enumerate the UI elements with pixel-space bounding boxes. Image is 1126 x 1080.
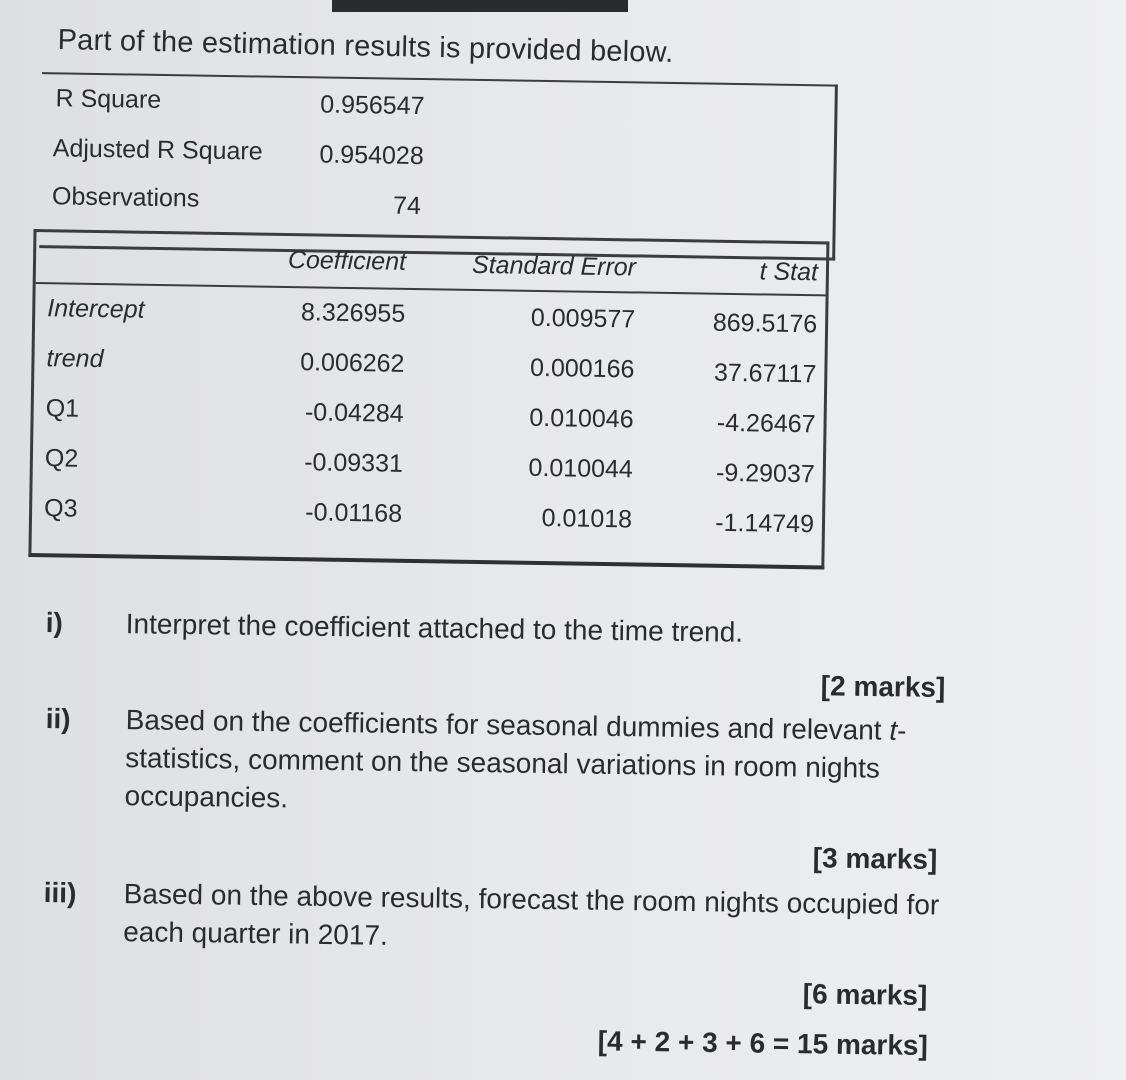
total-marks: [4 + 2 + 3 + 6 = 15 marks] [597, 1025, 928, 1061]
question-text: Interpret the coefficient attached to the time trend. [125, 608, 744, 648]
std-error-cell: 0.009577 [530, 303, 636, 334]
coefficient-cell: -0.04284 [304, 398, 404, 428]
monitor-bezel-bar [332, 0, 628, 12]
header-divider [36, 282, 826, 296]
t-stat-cell: -9.29037 [715, 458, 815, 489]
column-header: t Stat [759, 257, 819, 287]
summary-label: R Square [55, 84, 162, 114]
coefficient-cell: 8.326955 [300, 298, 406, 328]
regression-output [28, 72, 846, 571]
std-error-cell: 0.010046 [529, 403, 634, 434]
t-stat-cell: -1.14749 [715, 508, 815, 539]
row-label: Intercept [47, 294, 145, 324]
column-header: Coefficient [287, 245, 407, 276]
question-text [124, 701, 956, 827]
summary-value: 74 [392, 191, 422, 221]
summary-value: 0.956547 [320, 90, 425, 121]
coefficient-cell: 0.006262 [299, 348, 405, 378]
summary-value: 0.954028 [319, 140, 424, 171]
question-number: i) [45, 606, 64, 639]
t-stat-cell: 37.67117 [713, 358, 817, 389]
question-number: ii) [45, 702, 71, 735]
t-stat-cell: -4.26467 [716, 408, 816, 439]
coefficient-table [28, 229, 829, 569]
row-label: Q2 [44, 444, 79, 473]
intro-text: Part of the estimation results is provided below. [57, 24, 674, 69]
coefficient-cell: -0.09331 [303, 448, 404, 478]
question-3 [43, 874, 964, 951]
question-2-marks: [3 marks] [813, 842, 938, 875]
t-stat-cell: 869.5176 [712, 308, 818, 339]
question-3-marks: [6 marks] [803, 978, 928, 1011]
row-label: Q3 [43, 494, 78, 523]
question-1 [45, 604, 946, 648]
std-error-cell: 0.010044 [528, 453, 634, 484]
question-1-marks: [2 marks] [821, 670, 946, 703]
question-text-italic: t [889, 714, 898, 746]
question-number: iii) [43, 876, 77, 909]
question-text-part: Based on the coefficients for seasonal dummies and relevant [125, 704, 882, 746]
column-header: Standard Error [471, 250, 637, 282]
std-error-cell: 0.01018 [541, 503, 633, 534]
row-label: Q1 [45, 394, 80, 423]
std-error-cell: 0.000166 [529, 353, 635, 384]
summary-label: Adjusted R Square [52, 134, 263, 166]
coefficient-cell: -0.01168 [305, 498, 403, 528]
question-text-part: -statistics, comment on the seasonal variations in room nights occupancies. [124, 714, 907, 814]
summary-label: Observations [51, 182, 200, 213]
question-text: Based on the above results, forecast the room nights occupied for each quarter in 2017. [122, 878, 940, 951]
row-label: trend [46, 344, 104, 374]
